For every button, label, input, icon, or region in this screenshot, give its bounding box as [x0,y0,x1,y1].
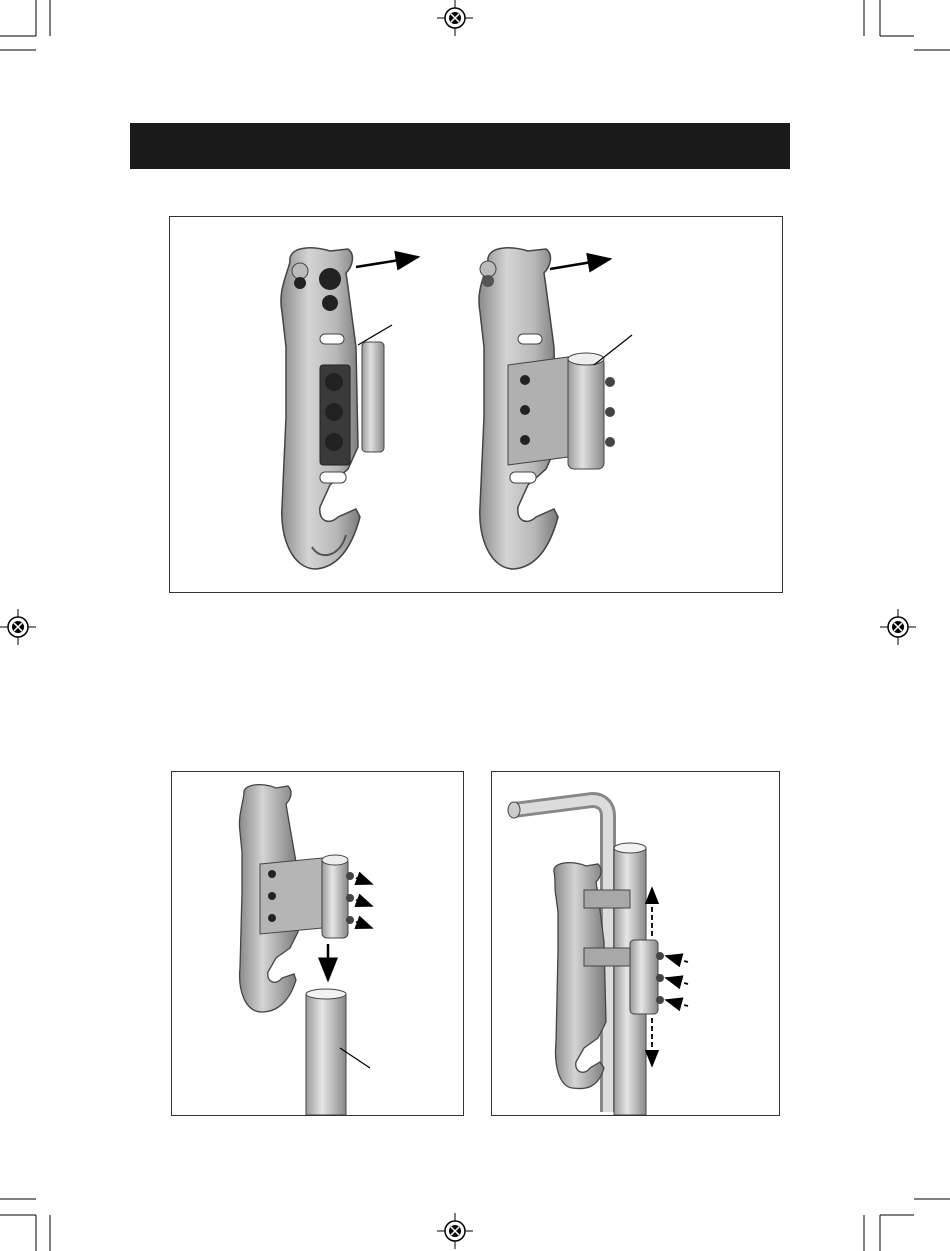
bracket-right-illustration [479,248,632,569]
registration-mark-icon [880,609,916,645]
section-header-bar [130,123,790,169]
bracket-left-illustration [281,248,418,569]
figure-bottom-right [491,771,780,1116]
bracket-mounted-illustration [508,800,688,1115]
bracket-before-mount-illustration [239,785,372,1115]
figure-bottom-left [171,771,464,1116]
registration-mark-icon [437,1213,473,1249]
figure-top [169,216,783,593]
registration-mark-icon [0,609,36,645]
registration-mark-icon [437,0,473,36]
